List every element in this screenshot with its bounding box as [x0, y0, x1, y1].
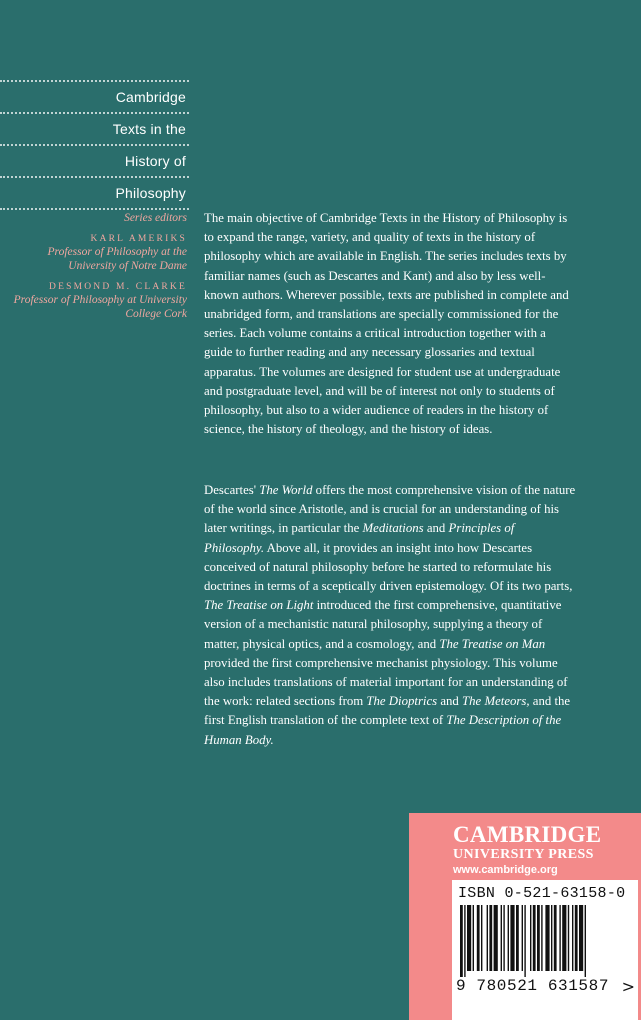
- text-run: and: [423, 521, 449, 536]
- text-run: introduced the first comprehensive, quantitative version of a mechanistic natural philosophy, supplying a theory of matter, physical optics, and a cosmology, and: [204, 598, 562, 651]
- barcode-bar: [464, 905, 465, 977]
- series-description: [204, 209, 576, 439]
- series-title-line: Cambridge: [115, 89, 186, 105]
- barcode-bar: [530, 905, 531, 971]
- barcode-bar: [568, 905, 569, 971]
- barcode-bar: [522, 905, 523, 971]
- barcode-area: [452, 880, 638, 1020]
- editor-name: KARL AMERIKS: [90, 234, 187, 244]
- book-title: Principles of Philosophy.: [204, 521, 515, 555]
- barcode-bar: [541, 905, 542, 971]
- book-title: The World: [259, 483, 313, 497]
- series-title-line: Texts in the: [112, 121, 186, 137]
- book-title: The Treatise on Man: [439, 636, 546, 651]
- barcode-bar: [516, 905, 519, 971]
- publisher-url: www.cambridge.org: [453, 864, 558, 876]
- barcode-bar: [460, 905, 463, 977]
- text-run: and the first English translation of the complete text of: [204, 694, 571, 728]
- barcode-bar: [559, 905, 560, 971]
- barcode-bar: [537, 905, 540, 971]
- series-title-block: [0, 80, 189, 210]
- publisher-logo-press: UNIVERSITY PRESS: [453, 847, 594, 862]
- text-run: offers the most comprehensive vision of the nature of the world since Aristotle, and is crucial for an understanding of his later writings, in particular the: [204, 483, 576, 536]
- barcode-bar: [503, 905, 504, 971]
- editor-role: Professor of Philosophy at University College Cork: [13, 294, 187, 320]
- book-description: [204, 481, 576, 750]
- publisher-logo-name: CAMBRIDGE: [453, 822, 602, 847]
- barcode-digits: 9 780521 631587: [456, 977, 610, 995]
- barcode-bar: [554, 905, 557, 971]
- editor-name: DESMOND M. CLARKE: [49, 282, 187, 292]
- barcode-bar: [572, 905, 573, 971]
- barcode-bar: [533, 905, 536, 971]
- barcode-bar: [551, 905, 552, 971]
- text-run: Above all, it provides an insight into how Descartes conceived of natural philosophy before he started to reformulate his doctrines in terms of a sceptically driven epistemology. Of its two parts,: [204, 540, 573, 594]
- barcode-bar: [579, 905, 583, 971]
- dotted-divider: [0, 208, 189, 210]
- series-title-line: History of: [124, 153, 186, 169]
- book-title: The Dioptrics: [366, 694, 438, 709]
- series-editors-label: Series editors: [124, 212, 187, 224]
- book-title: The Meteors,: [462, 694, 530, 709]
- barcode-bar: [489, 905, 492, 971]
- barcode-bar: [585, 905, 586, 977]
- barcode-bar: [524, 905, 525, 977]
- barcode-bar: [562, 905, 566, 971]
- text-run: Descartes': [204, 483, 260, 497]
- barcode-bar: [473, 905, 474, 971]
- barcode-bar: [510, 905, 514, 971]
- barcode-bar: [501, 905, 502, 971]
- book-title: The Description of the Human Body.: [204, 713, 562, 747]
- book-title: Meditations: [362, 521, 424, 536]
- barcode-bar: [494, 905, 498, 971]
- barcode-bar: [477, 905, 480, 971]
- barcode-graphic: [460, 905, 628, 977]
- text-run: provided the first comprehensive mechanist physiology. This volume also includes translations of material important for an understanding of the work: related sections from: [204, 655, 568, 709]
- editor-role: Professor of Philosophy at the University of Notre Dame: [47, 246, 187, 272]
- book-title: The Treatise on Light: [204, 598, 314, 613]
- barcode-bar: [575, 905, 578, 971]
- barcode-bar: [487, 905, 488, 971]
- book-description-text: [204, 481, 576, 750]
- barcode-bar: [545, 905, 549, 971]
- barcode-bar: [481, 905, 482, 971]
- barcode-bar: [467, 905, 471, 971]
- series-editors: [0, 211, 187, 321]
- barcode-arrow: >: [621, 977, 635, 996]
- series-title-line: Philosophy: [115, 185, 186, 201]
- text-run: and: [437, 694, 463, 709]
- publisher-block: [409, 813, 641, 1020]
- isbn-text: ISBN 0-521-63158-0: [458, 885, 626, 902]
- series-description-text: The main objective of Cambridge Texts in the History of Philosophy is to expand the range, variety, and quality of texts in the history of philosophy which are available in English. The series includes texts by familiar names (such as Descartes and Kant) and also by less well-known authors. Wherever possible, texts are published in complete and unabridged form, and translations are specially commissioned for the series. Each volume contains a critical introduction together with a guide to further reading and any necessary glossaries and textual apparatus. The volumes are designed for student use at undergraduate and postgraduate level, and will be of interest not only to students of philosophy, but also to a wider audience of readers in the history of science, the history of theology, and the history of ideas.: [204, 211, 569, 437]
- barcode-bar: [508, 905, 509, 971]
